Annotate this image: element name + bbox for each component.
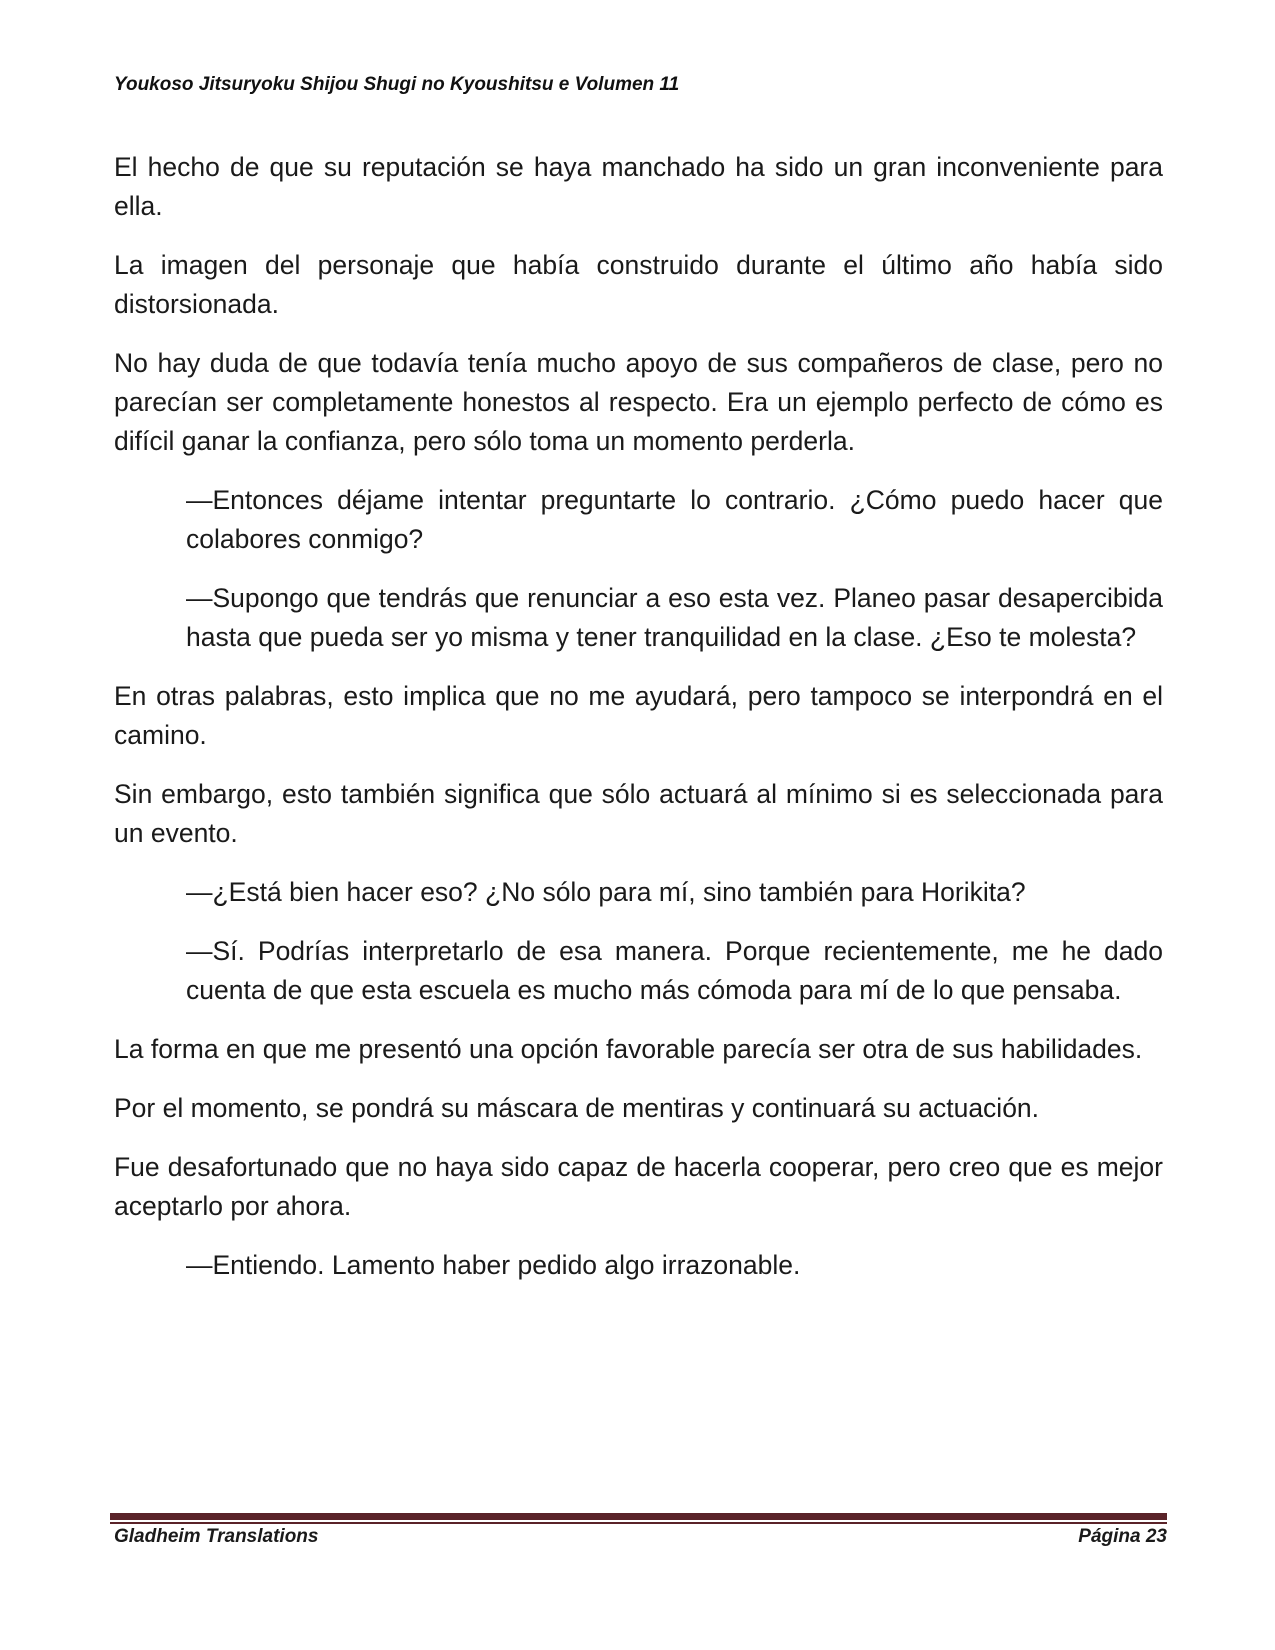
paragraph: Fue desafortunado que no haya sido capaz de hacerla cooperar, pero creo que es mejor aceptarlo por ahora. (114, 1152, 1163, 1221)
paragraph: La imagen del personaje que había construido durante el último año había sido distorsionada. (114, 250, 1163, 319)
dialogue-paragraph: —Entiendo. Lamento haber pedido algo irrazonable. (186, 1250, 801, 1280)
paragraph: Por el momento, se pondrá su máscara de mentiras y continuará su actuación. (114, 1093, 1040, 1123)
dialogue-paragraph: —Supongo que tendrás que renunciar a eso esta vez. Planeo pasar desapercibida hasta que pueda ser yo misma y tener tranquilidad en la clase. ¿Eso te molesta? (186, 583, 1163, 652)
dialogue-paragraph: —¿Está bien hacer eso? ¿No sólo para mí, sino también para Horikita? (186, 877, 1026, 907)
paragraph: Sin embargo, esto también significa que sólo actuará al mínimo si es seleccionada para un evento. (114, 779, 1163, 848)
footer-rule-thin (110, 1522, 1167, 1524)
paragraph: El hecho de que su reputación se haya manchado ha sido un gran inconveniente para ella. (114, 152, 1163, 221)
page-body (114, 148, 1163, 1305)
paragraph: En otras palabras, esto implica que no me ayudará, pero tampoco se interpondrá en el camino. (114, 681, 1163, 750)
footer-page-number: Página 23 (1078, 1526, 1167, 1547)
footer-translator: Gladheim Translations (114, 1526, 319, 1547)
paragraph: La forma en que me presentó una opción favorable parecía ser otra de sus habilidades. (114, 1034, 1143, 1064)
paragraph: No hay duda de que todavía tenía mucho apoyo de sus compañeros de clase, pero no parecían ser completamente honestos al respecto. Era un ejemplo perfecto de cómo es difícil ganar la confianza, pero sólo toma un momento perderla. (114, 348, 1163, 456)
dialogue-paragraph: —Entonces déjame intentar preguntarte lo contrario. ¿Cómo puedo hacer que colabores conmigo? (186, 485, 1163, 554)
running-header: Youkoso Jitsuryoku Shijou Shugi no Kyoushitsu e Volumen 11 (114, 74, 680, 95)
dialogue-paragraph: —Sí. Podrías interpretarlo de esa manera. Porque recientemente, me he dado cuenta de que esta escuela es mucho más cómoda para mí de lo que pensaba. (186, 936, 1163, 1005)
footer-rule-thick (110, 1513, 1167, 1520)
